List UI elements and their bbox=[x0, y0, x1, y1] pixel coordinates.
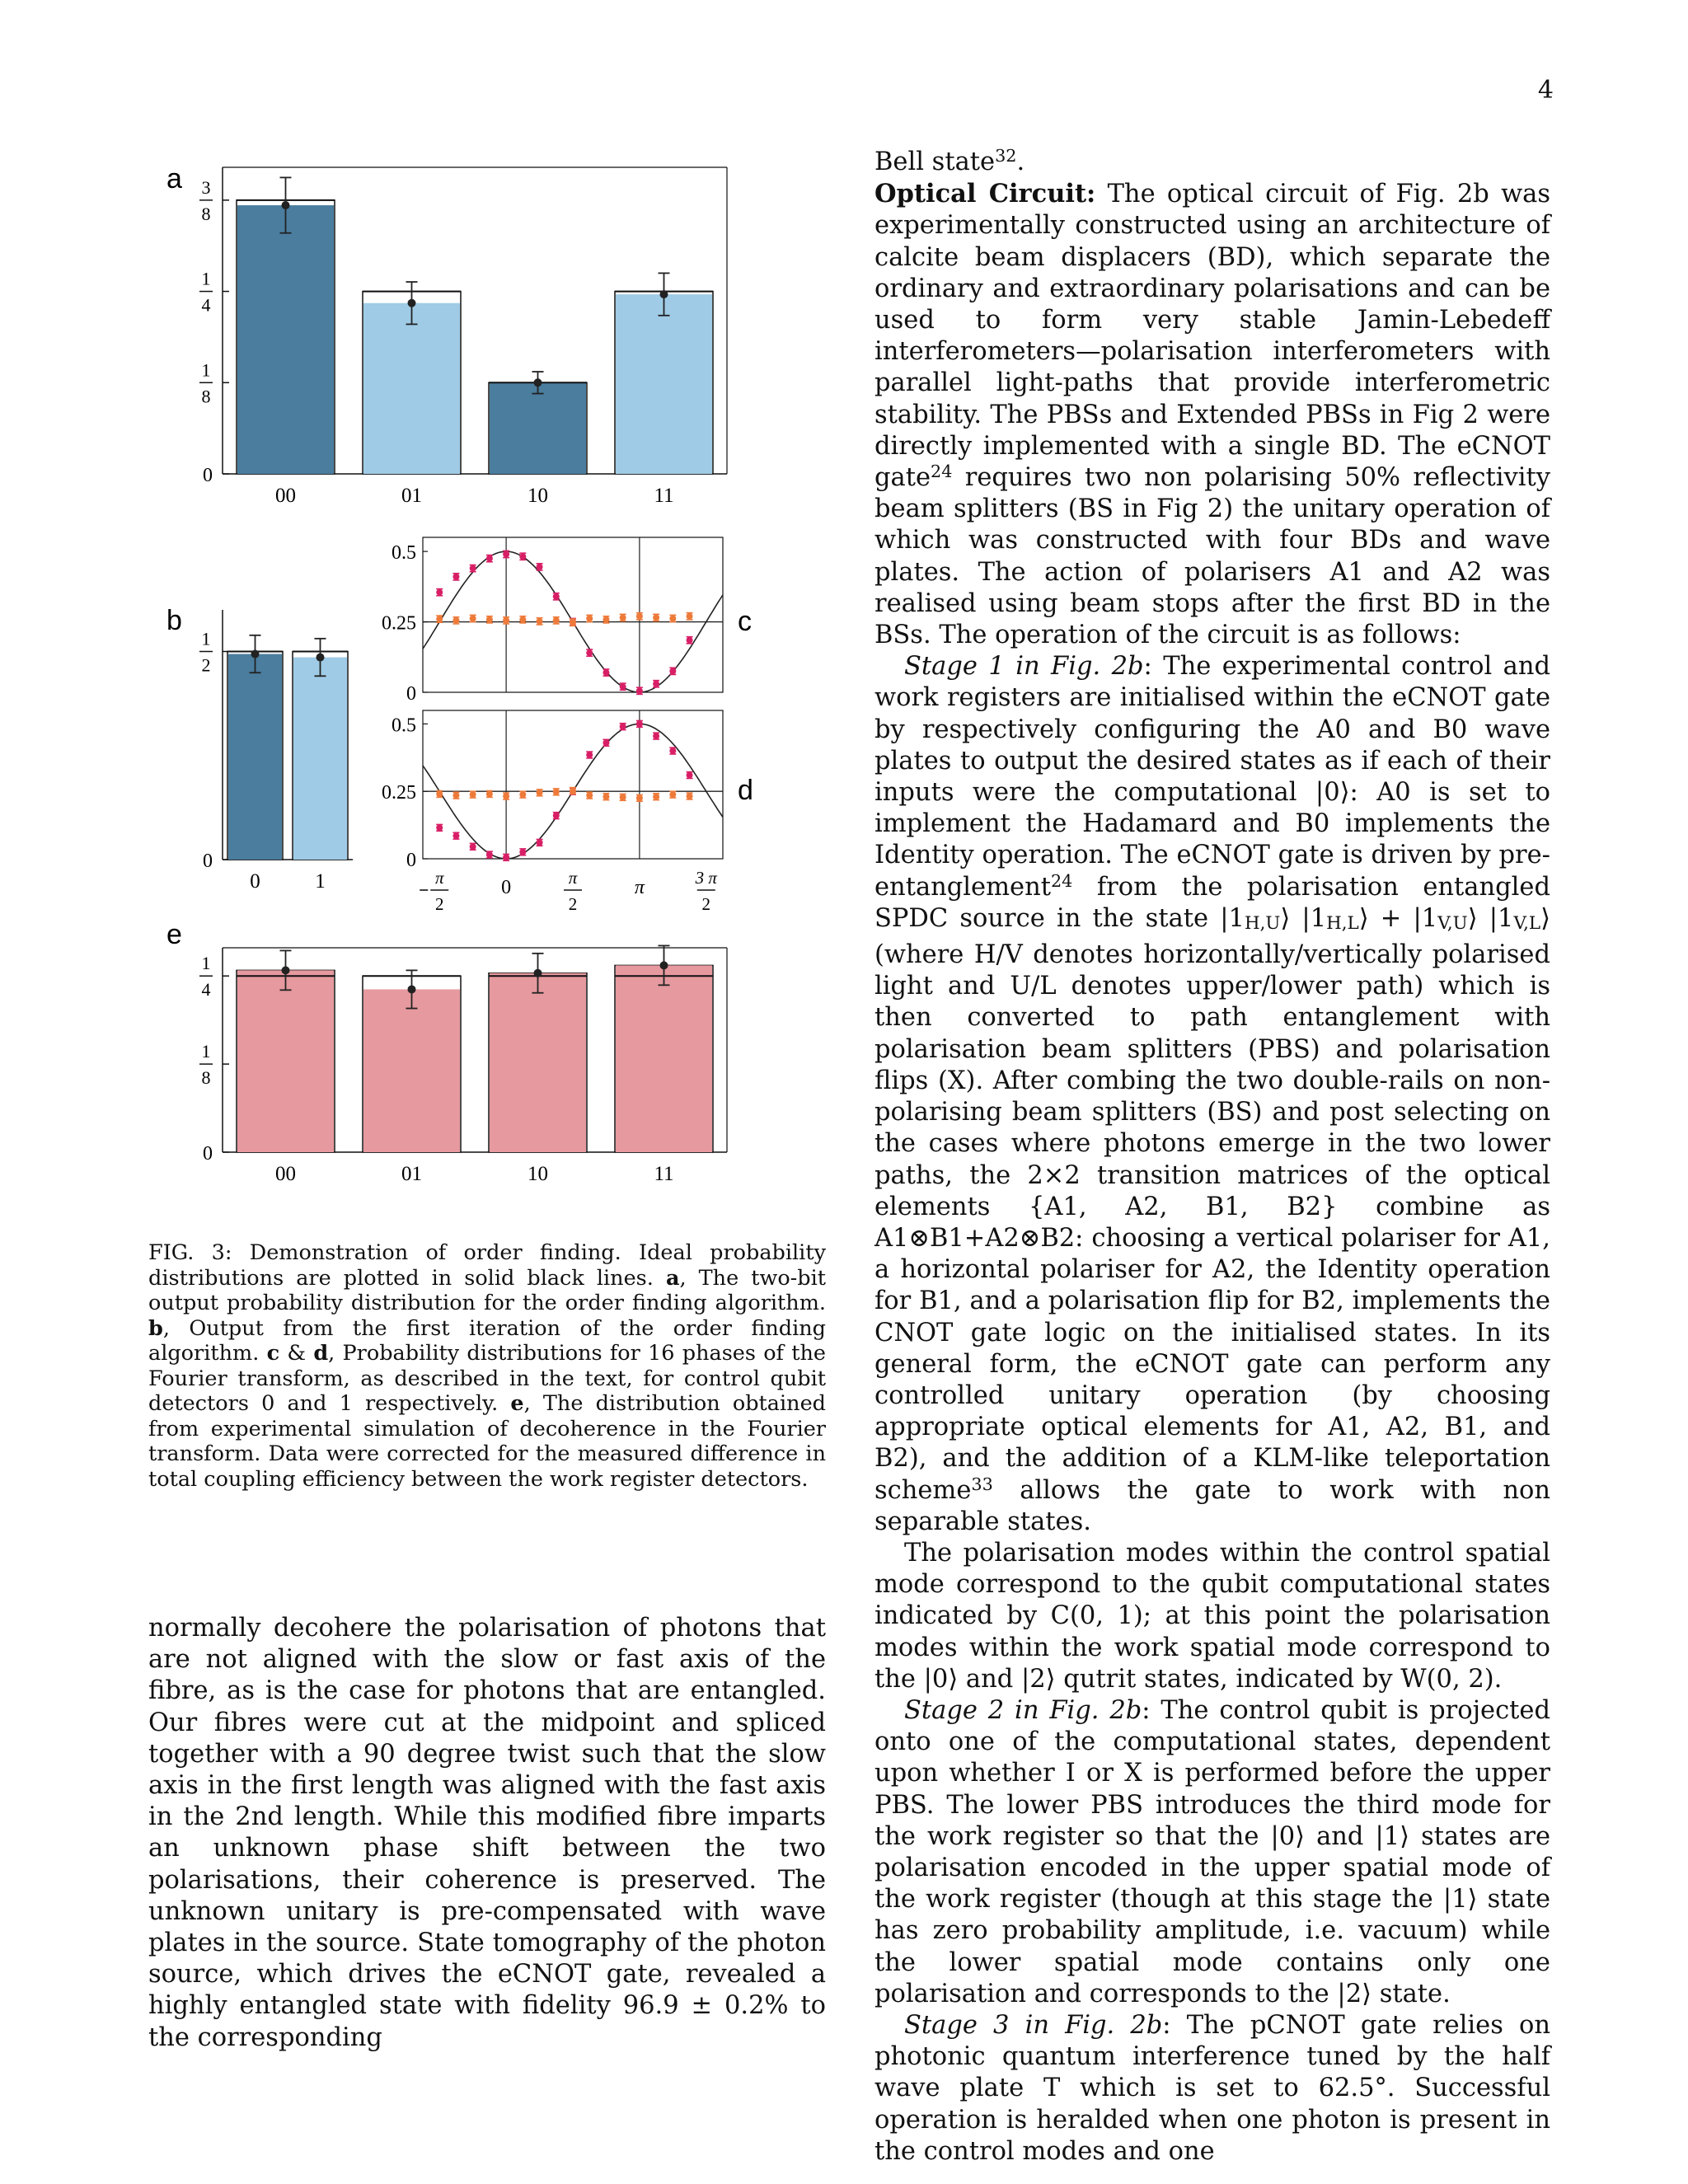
panel-e-point-10 bbox=[534, 969, 542, 977]
panel-e-ytick-label-0: 0 bbox=[203, 1143, 213, 1165]
citation-24: 24 bbox=[931, 462, 953, 482]
left-paragraph: normally decohere the polarisation of photons that are not aligned with the slow or fast axis of the fibre, as is the case for photons that are entangled. Our fibres were cut at the midpoint and spliced together with a 90 degree twist such that the slow axis in the first length was aligned with the fast axis in the 2nd length. While this modified fibre imparts an unknown phase shift between the two polarisations, their coherence is preserved. The unknown unitary is pre-compensated with wave plates in the source. State tomography of the photon source, which drives the eCNOT gate, revealed a highly entangled state with fidelity 96.9 ± 0.2% to the corresponding bbox=[148, 1614, 826, 2052]
panel-d-s1-point-5 bbox=[519, 791, 526, 798]
panel-a-ytick-label-1-num: 1 bbox=[201, 359, 211, 381]
panel-a-ytick-label-3-num: 3 bbox=[201, 176, 211, 198]
panel-e-ytick-label-1-den: 8 bbox=[201, 1067, 211, 1089]
panel-c-ytick-label-0: 0 bbox=[406, 683, 416, 705]
stage-2-paragraph: Stage 2 in Fig. 2b: The control qubit is projected onto one of the computational states, dependent upon whether I or X is performed before the upper PBS. The lower PBS introduces the third mode for the work register so that the |0⟩ and |1⟩ states are polarisation encoded in the upper spatial mode of the work register (though at this stage the |1⟩ state has zero probability amplitude, i.e. vacuum) while the lower spatial mode contains only one polarisation and corresponds to the |2⟩ state. bbox=[874, 1695, 1550, 2008]
panel-d-s0-point-3 bbox=[486, 851, 493, 858]
right-column bbox=[874, 147, 1550, 2168]
optical-circuit-heading: Optical Circuit: bbox=[874, 179, 1096, 209]
panel-a-xtick-label-00: 00 bbox=[275, 485, 296, 507]
panel-b-xtick-label-1: 1 bbox=[315, 870, 326, 893]
left-column bbox=[148, 1613, 826, 2054]
stage-3-paragraph: Stage 3 in Fig. 2b: The pCNOT gate relies on photonic quantum interference tuned by the half wave plate T which is set to 62.5°. Successful operation is heralded when one photon is present in the control modes and one bbox=[874, 2010, 1551, 2166]
panel-c-s0-point-4 bbox=[503, 551, 509, 558]
panel-d-xtick-num-4: 3 π bbox=[695, 868, 717, 888]
caption-label-b: b bbox=[148, 1315, 163, 1341]
panel-c-s1-point-6 bbox=[537, 618, 543, 625]
panel-c-frame bbox=[423, 537, 723, 692]
panel-c-s0-point-6 bbox=[537, 564, 543, 570]
panel-label-b: b bbox=[166, 605, 182, 636]
panel-d-s0-point-6 bbox=[537, 839, 543, 846]
panel-c-s1-point-8 bbox=[570, 619, 576, 626]
panel-a-xtick-label-01: 01 bbox=[401, 485, 422, 507]
panel-a-point-10 bbox=[534, 378, 542, 387]
panel-c-s0-point-0 bbox=[436, 589, 443, 596]
panel-e-xtick-label-00: 00 bbox=[275, 1163, 296, 1185]
panel-label-c: c bbox=[738, 606, 752, 637]
panel-e-xtick-label-10: 10 bbox=[528, 1163, 548, 1185]
panel-d-s0-point-10 bbox=[603, 739, 609, 746]
panel-b bbox=[199, 610, 353, 893]
panel-e-ytick-label-1-num: 1 bbox=[201, 1041, 211, 1062]
panel-d-s1-point-13 bbox=[653, 794, 659, 800]
panel-a-ytick-label-1-den: 8 bbox=[201, 386, 211, 407]
panel-d-xtick-num-0: π bbox=[434, 868, 444, 888]
caption-text-cd: , Probability distributions for 16 phases of the Fourier transform, as described in the text, for control qubit detectors 0 and 1 respectively. bbox=[148, 1341, 826, 1416]
panel-c-s1-point-9 bbox=[586, 615, 593, 621]
panel-b-bar-1 bbox=[293, 658, 347, 860]
caption-label-e: e bbox=[510, 1391, 524, 1416]
panel-d-s0-point-15 bbox=[687, 772, 693, 779]
panel-d-s0-point-5 bbox=[519, 849, 526, 855]
panel-c-s0-point-12 bbox=[636, 687, 643, 694]
panel-a-ytick-label-3-den: 8 bbox=[201, 203, 211, 224]
stage-1-label: Stage 1 in Fig. 2b bbox=[904, 652, 1144, 682]
panel-d-s0-point-0 bbox=[436, 824, 443, 831]
panel-a-bar-10 bbox=[490, 382, 586, 474]
panel-c-s1-point-2 bbox=[470, 615, 476, 621]
stage-1-paragraph: Stage 1 in Fig. 2b: The experimental control and work registers are initialised within the eCNOT gate by respectively configuring the A0 and B0 wave plates to output the desired states as if each of their inputs were the computational |0⟩: A0 is set to implement the Hadamard and B0 implements the Identity operation. The eCNOT gate is driven by pre-entanglement$^{24}$ from the polarisation entangled SPDC source in the state |1H,U⟩ |1H,L⟩ + |1V,U⟩ |1V,L⟩ (where H/V denotes horizontally/vertically polarised light and U/L denotes upper/lower path) which is then converted to path entanglement with polarisation beam splitters (PBS) and polarisation flips (X). After combing the two double-rails on non-polarising beam splitters (BS) and post selecting on the cases where photons emerge in the two lower paths, the 2×2 transition matrices of the optical elements {A1, A2, B1, B2} combine as A1⊗B1+A2⊗B2: choosing a vertical polariser for A1, a horizontal polariser for A2, the Identity operation for B1, and a polarisation flip for B2, implements the CNOT gate logic on the initialised states. In its general form, the eCNOT gate can perform any controlled unitary operation (by choosing appropriate optical elements for A1, A2, B1, and B2), and the addition of a KLM-like teleportation scheme$^{33}$ allows the gate to work with non separable states. bbox=[874, 652, 1551, 1536]
stage-3-label: Stage 3 in Fig. 2b bbox=[904, 2010, 1163, 2040]
figure-caption bbox=[148, 1240, 826, 1492]
panel-c-s0-point-5 bbox=[519, 553, 526, 560]
panel-e-ytick-label-2-num: 1 bbox=[201, 953, 211, 974]
panel-c-s1-point-4 bbox=[503, 617, 509, 624]
panel-c bbox=[382, 537, 723, 705]
panel-d-ytick-label-0: 0 bbox=[406, 850, 416, 871]
panel-d-frame bbox=[423, 710, 723, 859]
panel-c-s0-point-14 bbox=[669, 668, 676, 674]
panel-c-s0-point-1 bbox=[452, 574, 459, 580]
panel-e-xtick-label-01: 01 bbox=[401, 1163, 422, 1185]
panel-c-s1-point-10 bbox=[603, 616, 609, 623]
panel-b-xtick-label-0: 0 bbox=[250, 870, 260, 893]
panel-a-point-01 bbox=[408, 299, 416, 307]
panel-d-xtick-den-0: 2 bbox=[434, 894, 444, 914]
panel-a-bar-11 bbox=[616, 294, 712, 474]
caption-intro: Demonstration of order finding. Ideal probability distributions are plotted in solid black lines. bbox=[148, 1240, 826, 1291]
panel-d-xtick-num-2: π bbox=[568, 868, 578, 888]
panel-d-s1-point-4 bbox=[503, 793, 509, 799]
panel-c-s1-point-14 bbox=[669, 615, 676, 621]
panel-a-ytick-label-2-den: 4 bbox=[201, 294, 211, 316]
panel-d-s1-point-3 bbox=[486, 790, 493, 797]
panel-c-s0-point-9 bbox=[586, 649, 593, 656]
caption-label-c: c bbox=[266, 1341, 280, 1366]
panel-d-xtick-den-4: 2 bbox=[701, 894, 711, 914]
panel-c-s1-point-15 bbox=[687, 613, 693, 620]
panel-c-s1-point-13 bbox=[653, 614, 659, 621]
panel-b-bar-0 bbox=[228, 654, 282, 860]
caption-amp: & bbox=[287, 1341, 307, 1366]
panel-b-ytick-label-1-den: 2 bbox=[201, 654, 211, 676]
panel-c-s1-point-3 bbox=[486, 616, 493, 623]
panel-a-point-11 bbox=[660, 290, 668, 298]
panel-c-s1-point-11 bbox=[620, 614, 626, 621]
panel-d-s1-point-1 bbox=[452, 792, 459, 799]
panel-d-s0-point-9 bbox=[586, 752, 593, 758]
panel-a-bar-01 bbox=[363, 303, 460, 474]
panel-d-xtick-label-1: 0 bbox=[501, 877, 512, 898]
panel-d-s1-point-14 bbox=[669, 791, 676, 798]
polarisation-modes-paragraph: The polarisation modes within the control spatial mode correspond to the qubit computational states indicated by C(0, 1); at this point the polarisation modes within the work spatial mode correspond to the |0⟩ and |2⟩ qutrit states, indicated by W(0, 2). bbox=[874, 1538, 1550, 1694]
page-number: 4 bbox=[1537, 76, 1554, 105]
panel-c-s0-point-10 bbox=[603, 669, 609, 676]
panel-b-ytick-label-1-num: 1 bbox=[201, 628, 211, 649]
panel-c-s0-point-7 bbox=[553, 593, 560, 600]
caption-fig-label: FIG. 3: bbox=[148, 1240, 232, 1265]
panel-a-ytick-label-0: 0 bbox=[203, 465, 213, 486]
panel-d-s1-point-8 bbox=[570, 788, 576, 794]
panel-label-a: a bbox=[166, 163, 182, 194]
panel-d-s1-point-2 bbox=[470, 791, 476, 798]
caption-text-b: , Output from the first iteration of the order finding algorithm. bbox=[148, 1315, 826, 1366]
panel-d-s1-point-11 bbox=[620, 794, 626, 800]
panel-d-s1-point-0 bbox=[436, 790, 443, 797]
caption-label-d: d bbox=[313, 1341, 329, 1366]
caption-label-a: a bbox=[665, 1265, 680, 1291]
panel-c-s0-point-2 bbox=[470, 565, 476, 572]
panel-a bbox=[199, 167, 727, 507]
panel-d-s0-point-12 bbox=[636, 720, 643, 727]
panel-e-ytick-label-2-den: 4 bbox=[201, 979, 211, 1001]
panel-label-d: d bbox=[738, 775, 753, 806]
panel-e-point-01 bbox=[408, 985, 416, 993]
panel-d-s0-point-7 bbox=[553, 813, 560, 819]
citation-24b: 24 bbox=[1050, 870, 1073, 891]
panel-a-xtick-label-11: 11 bbox=[654, 485, 674, 507]
panel-d-xtick-den-2: 2 bbox=[568, 894, 578, 914]
panel-a-xtick-label-10: 10 bbox=[528, 485, 548, 507]
panel-c-ytick-label-2: 0.5 bbox=[392, 542, 416, 565]
panel-d-s1-point-15 bbox=[687, 793, 693, 799]
stage-2-label: Stage 2 in Fig. 2b bbox=[904, 1695, 1142, 1725]
panel-d-s0-point-11 bbox=[620, 724, 626, 730]
caption-text-a: , The two-bit output probability distribution for the order finding algorithm. bbox=[148, 1265, 827, 1315]
panel-c-ytick-label-1: 0.25 bbox=[382, 612, 416, 635]
panel-e-point-00 bbox=[282, 966, 290, 974]
panel-c-s1-point-5 bbox=[519, 616, 526, 623]
panel-d-s0-point-2 bbox=[470, 843, 476, 850]
caption-text-e: , The distribution obtained from experimental simulation of decoherence in the Fourier transform. Data were corrected for the measured difference in total coupling efficiency between the work register detectors. bbox=[148, 1391, 826, 1492]
panel-c-s1-point-0 bbox=[436, 616, 443, 622]
panel-d-ytick-label-1: 0.25 bbox=[382, 782, 416, 804]
panel-d-s0-point-14 bbox=[669, 748, 676, 754]
panel-b-ytick-label-0: 0 bbox=[203, 851, 213, 872]
panel-d-ytick-label-2: 0.5 bbox=[392, 715, 416, 737]
panel-c-s0-point-15 bbox=[687, 637, 693, 644]
panel-c-s0-point-13 bbox=[653, 681, 659, 687]
citation-33: 33 bbox=[971, 1474, 993, 1494]
panel-d-s0-point-4 bbox=[503, 854, 509, 860]
panel-c-s0-point-3 bbox=[486, 555, 493, 562]
panel-a-ytick-label-2-num: 1 bbox=[201, 268, 211, 289]
panel-d-s1-point-7 bbox=[553, 789, 560, 795]
panel-e-bar-00 bbox=[237, 970, 334, 1152]
citation-32: 32 bbox=[995, 146, 1017, 166]
panel-c-s1-point-1 bbox=[452, 617, 459, 624]
panel-d-s1-point-10 bbox=[603, 794, 609, 800]
panel-d-s1-point-12 bbox=[636, 794, 643, 801]
panel-e-xtick-label-11: 11 bbox=[654, 1163, 674, 1185]
panel-d-s1-point-9 bbox=[586, 792, 593, 799]
panel-a-point-00 bbox=[282, 201, 290, 209]
panel-c-s1-point-12 bbox=[636, 613, 643, 620]
panel-d-s0-point-1 bbox=[452, 832, 459, 839]
panel-d-xtick-label-3: π bbox=[634, 877, 645, 898]
panel-e-bar-11 bbox=[616, 965, 712, 1152]
panel-e-bar-01 bbox=[363, 989, 460, 1152]
panel-a-bar-00 bbox=[237, 205, 334, 474]
bell-state-line: Bell state$^{32}$. bbox=[874, 146, 1025, 176]
panel-b-point-0 bbox=[251, 650, 260, 658]
panel-c-s0-point-11 bbox=[620, 683, 626, 690]
panel-d-s1-point-6 bbox=[537, 790, 543, 796]
panel-b-point-1 bbox=[316, 654, 325, 662]
panel-e-point-11 bbox=[660, 961, 668, 969]
panel-d-s0-point-13 bbox=[653, 733, 659, 739]
panel-e-bar-10 bbox=[490, 973, 586, 1152]
panel-label-e: e bbox=[166, 919, 182, 950]
panel-e bbox=[199, 945, 727, 1185]
panel-d bbox=[382, 710, 723, 914]
panel-c-s1-point-7 bbox=[553, 617, 560, 624]
optical-circuit-paragraph: Optical Circuit: The optical circuit of Fig. 2b was experimentally constructed using an architecture of calcite beam displacers (BD), which separate the ordinary and extraordinary polarisations and can be used to form very stable Jamin-Lebedeff interferometers—polarisation interferometers with parallel light-paths that provide interferometric stability. The PBSs and Extended PBSs in Fig 2 were directly implemented with a single BD. The eCNOT gate$^{24}$ requires two non polarising 50% reflectivity beam splitters (BS in Fig 2) the unitary operation of which was constructed with four BDs and wave plates. The action of polarisers A1 and A2 was realised using beam stops after the first BD in the BSs. The operation of the circuit is as follows: bbox=[874, 179, 1551, 650]
